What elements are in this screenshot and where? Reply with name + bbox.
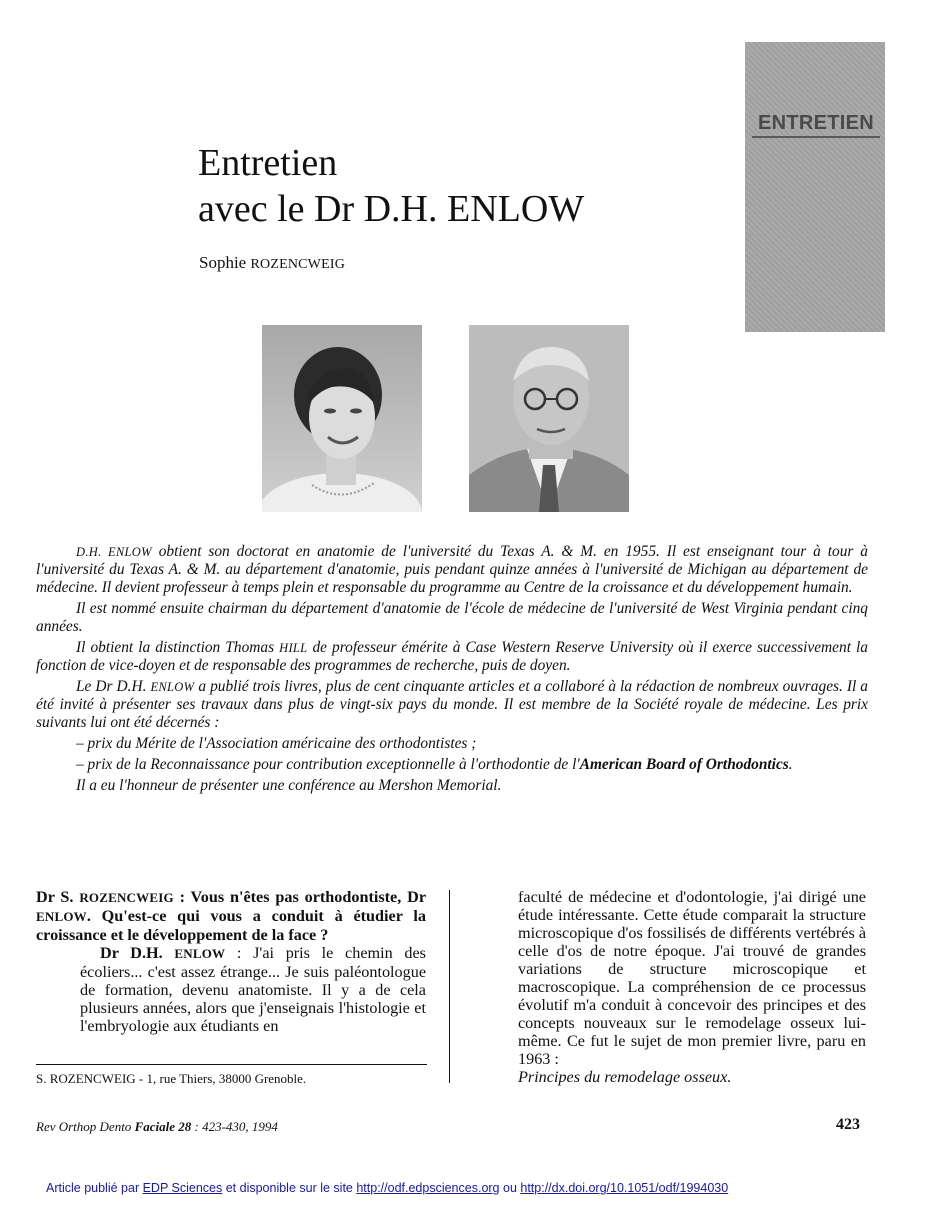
publisher-link[interactable]: EDP Sciences <box>142 1181 223 1195</box>
footnote-rule <box>36 1064 427 1065</box>
portrait-photo-interviewee <box>469 325 629 512</box>
bio-award-board-name: American Board of Orthodontics <box>579 756 789 773</box>
bio-paragraph-5: Il a eu l'honneur de présenter une conférence au Mershon Memorial. <box>76 777 502 794</box>
page-number: 423 <box>836 1116 860 1133</box>
bio-paragraph-4: Le Dr D.H. ENLOW a publié trois livres, plus de cent cinquante articles et a collaboré à la rédaction de nombreux ouvrages. Il a été invité à présenter ses travaux dans plus de vingt-six pays du monde. Il est membre de la Société royale de médecine. Les prix suivants lui ont été décernés : <box>36 678 868 731</box>
site-link[interactable]: http://odf.edpsciences.org <box>356 1181 500 1195</box>
interview-right-column <box>518 888 866 1086</box>
journal-citation: Rev Orthop Dento Faciale 28 : 423-430, 1994 <box>36 1119 278 1134</box>
interview-answer-continued: faculté de médecine et d'odontologie, j'ai dirigé une étude intéressante. Cette étude comparait la structure microscopique d'os fossilisés de différents vertébrés à celle d'os de notre époque. J'ai trouvé de grandes variations de structure microscopique et macroscopique. La compréhension de ce processus évolutif m'a conduit à concevoir des principes et des concepts nouveaux sur le remodelage osseux lui-même. Ce fut le sujet de mon premier livre, paru en 1963 : Principes du remodelage osseux. <box>518 888 866 1086</box>
section-label: ENTRETIEN <box>752 112 880 138</box>
interview-answer-start: Dr D.H. ENLOW : J'ai pris le chemin des écoliers... c'est assez étrange... Je suis paléontologue de formation, devenu anatomiste. Il y a de cela plusieurs années, alors que j'enseignais l'histologie et l'embryologie aux étudiants en <box>80 944 426 1035</box>
bio-name-enlow-2: ENLOW <box>150 680 195 694</box>
bio-name-hill: HILL <box>279 641 308 655</box>
bio-paragraph-2: Il est nommé ensuite chairman du département d'anatomie de l'école de médecine de l'université de West Virginia pendant cinq années. <box>36 600 868 635</box>
doi-link[interactable]: http://dx.doi.org/10.1051/odf/1994030 <box>520 1181 729 1195</box>
author-biography <box>36 543 868 798</box>
publisher-notice: Article publié par EDP Sciences et disponible sur le site http://odf.edpsciences.org ou http://dx.doi.org/10.1051/odf/1994030 <box>46 1181 729 1195</box>
portrait-photo-interviewer <box>262 325 422 512</box>
article-title-line-2: avec le Dr D.H. ENLOW <box>198 188 585 230</box>
bio-paragraph-1: D.H. ENLOW obtient son doctorat en anatomie de l'université du Texas A. & M. en 1955. Il est enseignant tour à tour à l'université du Texas A. & M. au département d'anatomie, puis pendant quinze années à l'université de Michigan au département de médecine. Il devient professeur à temps plein et responsable du programme au Centre de la croissance et du développement humain. <box>36 543 868 596</box>
interview-left-column <box>36 888 426 1035</box>
article-author <box>199 253 345 273</box>
book-title: Principes du remodelage osseux. <box>518 1068 732 1086</box>
section-header-box <box>745 42 885 332</box>
portrait-man-image <box>469 325 629 512</box>
answer-speaker: Dr D.H. ENLOW <box>100 944 226 962</box>
bio-name-enlow: D.H. ENLOW <box>76 545 152 559</box>
portrait-woman-image <box>262 325 422 512</box>
author-address-footnote: S. ROZENCWEIG - 1, rue Thiers, 38000 Grenoble. <box>36 1071 307 1086</box>
article-title <box>198 140 584 232</box>
bio-award-2: – prix de la Reconnaissance pour contribution exceptionnelle à l'orthodontie de l'American Board of Orthodontics. <box>76 756 793 773</box>
author-last-name: ROZENCWEIG <box>250 257 346 272</box>
bio-award-1: – prix du Mérite de l'Association américaine des orthodontistes ; <box>76 735 477 752</box>
author-first-name: Sophie <box>199 253 251 272</box>
bio-paragraph-3: Il obtient la distinction Thomas HILL de professeur émérite à Case Western Reserve University où il exerce successivement la fonction de vice-doyen et de responsable des programmes de recherche, puis de doyen. <box>36 639 869 674</box>
article-title-line-1: Entretien <box>198 142 338 184</box>
column-divider <box>449 890 450 1083</box>
interview-question: Dr S. ROZENCWEIG : Vous n'êtes pas orthodontiste, Dr ENLOW. Qu'est-ce qui vous a conduit à étudier la croissance et le développement de la face ? <box>36 888 426 944</box>
